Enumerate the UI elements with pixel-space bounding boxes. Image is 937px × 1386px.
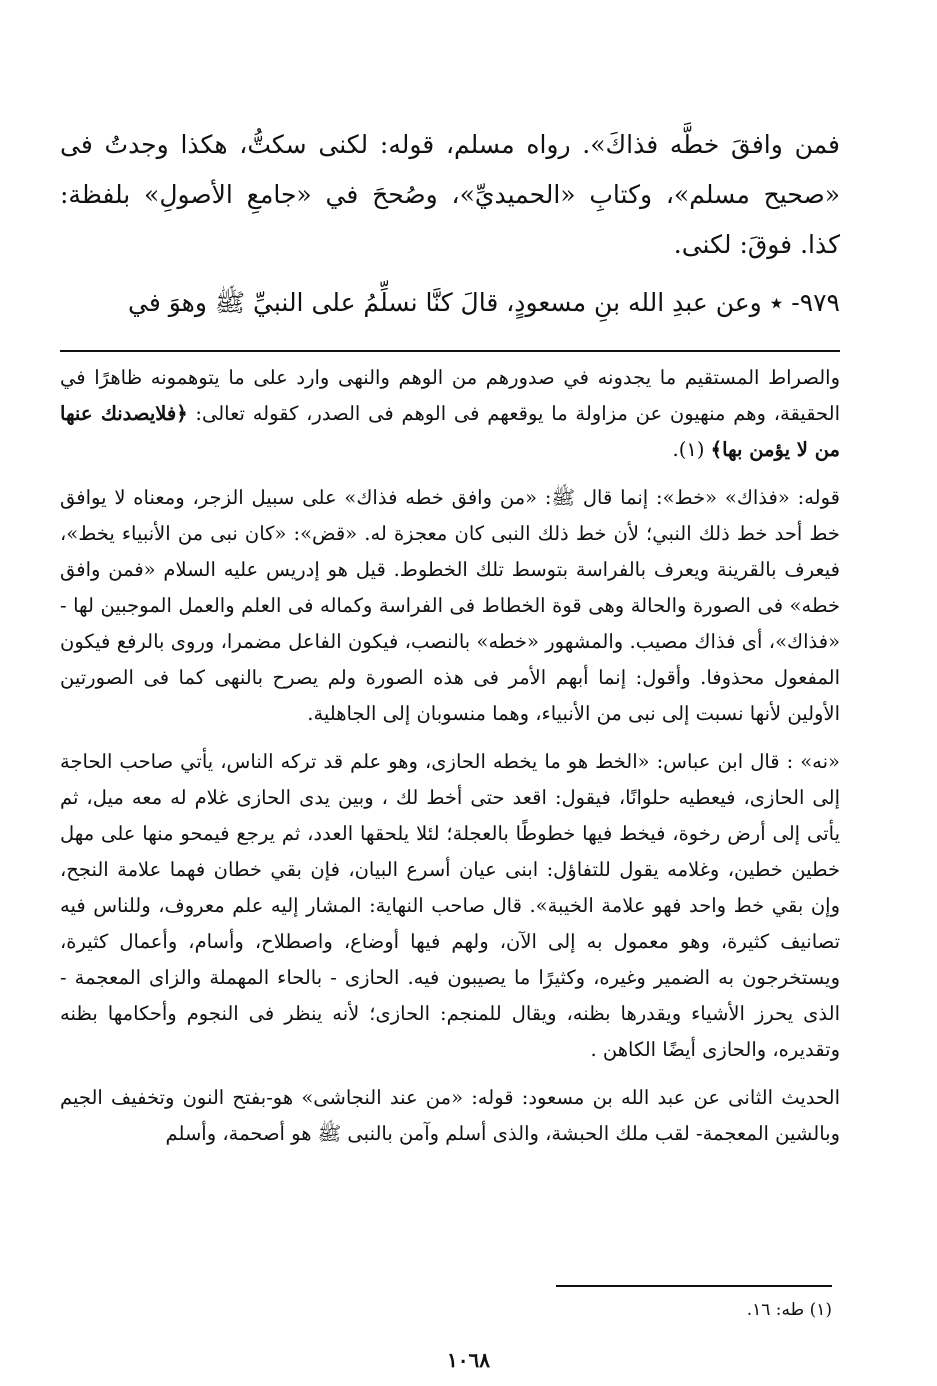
page-body xyxy=(60,120,840,1164)
commentary-paragraph-3: «نه» : قال ابن عباس: «الخط هو ما يخطه الحازى، وهو علم قد تركه الناس، يأتي صاحب الحاجة إلى الحازى، فيعطيه حلوانًا، فيقول: اقعد حتى أخط لك ، وبين يدى الحازى غلام له معه ميل، ثم يأتى إلى أرض رخوة، فيخط فيها خطوطًا بالعجلة؛ لئلا يلحقها العدد، ثم يرجع فيمحو منها على مهل خطين خطين، وغلامه يقول للتفاؤل: ابنى عيان أسرع البيان، فإن بقي خطان فهما علامة النجح، وإن بقي خط واحد فهو علامة الخيبة». قال صاحب النهاية: المشار إليه علم معروف، وللناس فيه تصانيف كثيرة، وهو معمول به إلى الآن، ولهم فيها أوضاع، واصطلاح، وأسام، وأعمال كثيرة، ويستخرجون به الضمير وغيره، وكثيرًا ما يصيبون فيه. الحازى - بالحاء المهملة والزاى المعجمة - الذى يحرز الأشياء ويقدرها بظنه، ويقال للمنجم: الحازى؛ لأنه ينظر فى النجوم وأحكامها بظنه وتقديره، والحازى أيضًا الكاهن . xyxy=(60,750,840,1061)
footnote-ref: (١). xyxy=(672,438,711,461)
commentary-paragraph-2: قوله: «فذاك» «خط»: إنما قال ﷺ: «من وافق خطه فذاك» على سبيل الزجر، ومعناه لا يوافق خط أحد خط ذلك النبي؛ لأن خط ذلك النبى كان معجزة له. «قض»: «كان نبى من الأنبياء يخط»، فيعرف بالقرينة ويعرف بالفراسة بتوسط تلك الخطوط. قيل هو إدريس عليه السلام «فمن وافق خطه» فى الصورة والحالة وهى قوة الخطاط فى الفراسة وكماله فى العلم والعمل الموجبين لها - «فذاك»، أى فذاك مصيب. والمشهور «خطه» بالنصب، فيكون الفاعل مضمرا، وروى بالرفع فيكون المفعول محذوفا. وأقول: إنما أبهم الأمر فى هذه الصورة ولم يصرح بالنهى كما فى الصورتين الأولين لأنها نسبت إلى نبى من الأنبياء، وهما منسوبان إلى الجاهلية. xyxy=(60,486,840,725)
page-number: ١٠٦٨ xyxy=(447,1348,490,1372)
commentary-paragraph-1 xyxy=(60,360,840,468)
separator-line xyxy=(60,350,840,352)
commentary-paragraph-4: الحديث الثانى عن عبد الله بن مسعود: قوله: «من عند النجاشى» هو-بفتح النون وتخفيف الجيم وبالشين المعجمة- لقب ملك الحبشة، والذى أسلم وآمن بالنبى ﷺ هو أصحمة، وأسلم xyxy=(60,1086,840,1145)
footnote: (١) طه: ١٦. xyxy=(746,1300,832,1320)
hadith-paragraph-1: فمن وافقَ خطَّه فذاكَ». رواه مسلم، قوله: لكنى سكتُّ، هكذا وجدتُ فى «صحيح مسلم»، وكتابِ «الحميديِّ»، وصُححَ في «جامعِ الأصولِ» بلفظة: كذا. فوقَ: لكنى. xyxy=(60,130,840,259)
hadith-979: ٩٧٩- ٭ وعن عبدِ الله بنِ مسعودٍ، قالَ كنَّا نسلِّمُ على النبيِّ ﷺ وهوَ في xyxy=(128,288,840,317)
footnote-separator xyxy=(556,1285,832,1287)
commentary xyxy=(60,360,840,1152)
quran-verse: ﴿فلايصدنك عنها من لا يؤمن بها﴾ xyxy=(60,402,840,461)
hadith-text xyxy=(60,120,840,328)
commentary-text: والصراط المستقيم ما يجدونه في صدورهم من الوهم والنهى وارد على ما يتوهمونه ظاهرًا في الحقيقة، وهم منهيون عن مزاولة ما يوقعهم فى الوهم فى الصدر، كقوله تعالى: xyxy=(60,366,841,425)
